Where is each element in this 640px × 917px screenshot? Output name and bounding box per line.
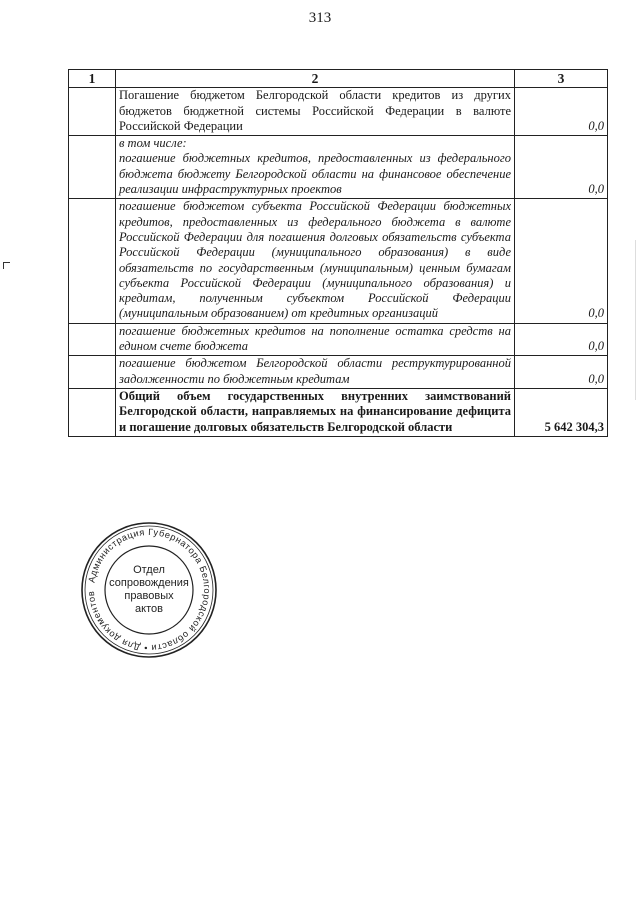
row-description: погашение бюджетом субъекта Российской Федерации бюджетных кредитов, предоставленных из федерального бюджета в валюте Российской Федерации для погашения долговых обязательств субъекта Российской Федерации (муниципального образования) в виде обязательств по государственным (муниципальным) ценным бумагам субъекта Российской Федерации (муниципального образования) и кредитам, полученным субъектом Российской Федерации (муниципальным образованием) от кредитных организаций [116, 199, 515, 323]
stamp-center [79, 520, 219, 660]
stamp-line: Отдел [133, 564, 165, 576]
total-value: 5 642 304,3 [515, 388, 608, 436]
header-col-3: 3 [515, 70, 608, 88]
table-row-total [69, 388, 608, 436]
row-number-cell [69, 199, 116, 323]
row-number-cell [69, 88, 116, 136]
row-number-cell [69, 136, 116, 199]
row-number-cell [69, 323, 116, 356]
table-header-row [69, 70, 608, 88]
row-description [116, 136, 515, 199]
scan-edge-line [635, 240, 636, 400]
header-col-2: 2 [116, 70, 515, 88]
stamp-line: актов [135, 603, 163, 615]
header-col-1: 1 [69, 70, 116, 88]
row-value: 0,0 [515, 323, 608, 356]
stamp-line: сопровождения [109, 577, 189, 589]
stamp-ring-text: Администрация Губернатора Белгородской области • Для документов [85, 526, 213, 654]
stamp-line: правовых [124, 590, 174, 602]
table-row [69, 88, 608, 136]
margin-mark [3, 262, 10, 269]
table-row [69, 323, 608, 356]
row-value: 0,0 [515, 199, 608, 323]
row-value: 0,0 [515, 88, 608, 136]
row-number-cell [69, 388, 116, 436]
row-number-cell [69, 356, 116, 389]
page-number: 313 [308, 10, 332, 26]
row-description: Погашение бюджетом Белгородской области кредитов из других бюджетов бюджетной системы Российской Федерации в валюте Российской Федерации [116, 88, 515, 136]
row-value: 0,0 [515, 356, 608, 389]
row-description: погашение бюджетных кредитов на пополнение остатка средств на едином счете бюджета [116, 323, 515, 356]
row-description: погашение бюджетом Белгородской области реструктурированной задолженности по бюджетным кредитам [116, 356, 515, 389]
total-description: Общий объем государственных внутренних заимствований Белгородской области, направляемых на финансирование дефицита и погашение долговых обязательств Белгородской области [116, 388, 515, 436]
table-row [69, 199, 608, 323]
row-value: 0,0 [515, 136, 608, 199]
row-text: погашение бюджетных кредитов, предоставленных из федерального бюджета бюджету Белгородской области на финансовое обеспечение реализации инфраструктурных проектов [119, 151, 511, 197]
borrowing-table [68, 69, 608, 437]
table-row [69, 136, 608, 199]
row-intro: в том числе: [119, 136, 187, 151]
table-row [69, 356, 608, 389]
